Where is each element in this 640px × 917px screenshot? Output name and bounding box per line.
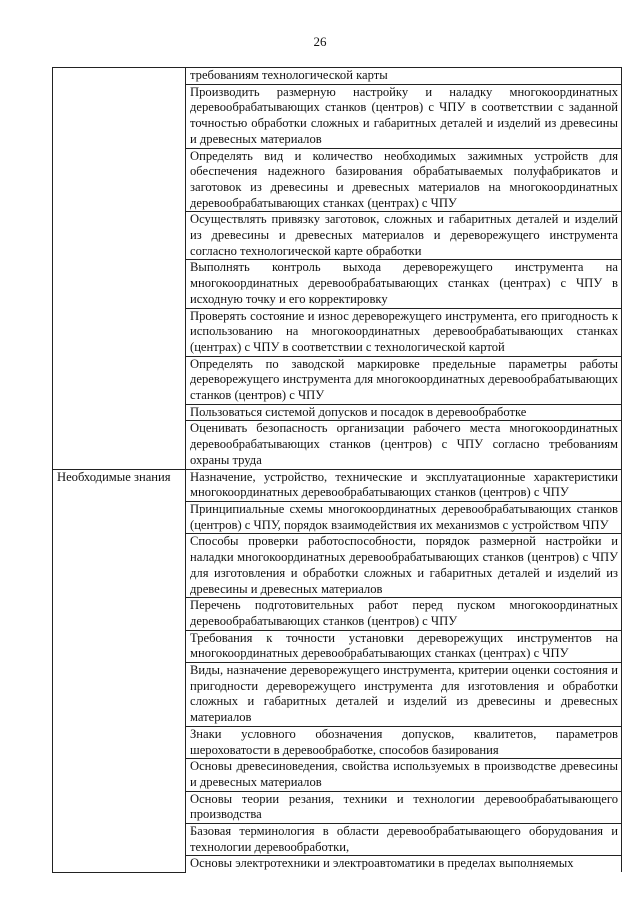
table-cell: Проверять состояние и износ дереворежущего инструмента, его пригодность к использованию на многокоординатных деревообрабатывающих станках (центрах) с ЧПУ в соответствии с технологической картой <box>186 308 622 356</box>
table-cell: Осуществлять привязку заготовок, сложных и габаритных деталей и изделий из древесины и древесных материалов и дереворежущего инструмента согласно технологической карте обработки <box>186 212 622 260</box>
table-cell: Способы проверки работоспособности, порядок размерной настройки и наладки многокоординатных деревообрабатывающих станков (центров) с ЧПУ для изготовления и обработки сложных и габаритных деталей и изделий из древесины и древесных материалов <box>186 534 622 598</box>
table-cell: Определять по заводской маркировке предельные параметры работы дереворежущего инструмента для многокоординатных деревообрабатывающих станков (центров) с ЧПУ <box>186 356 622 404</box>
table-cell: Определять вид и количество необходимых зажимных устройств для обеспечения надежного базирования обрабатываемых полуфабрикатов и заготовок из древесины и древесных материалов на многокоординатных деревообрабатывающих станках (центрах) с ЧПУ <box>186 148 622 212</box>
group-label-skills <box>53 68 186 470</box>
table-cell: Пользоваться системой допусков и посадок в деревообработке <box>186 404 622 421</box>
competency-table <box>52 67 622 873</box>
table-cell: Производить размерную настройку и наладку многокоординатных деревообрабатывающих станков (центров) с ЧПУ в соответствии с заданной точностью обработки сложных и габаритных деталей и изделий из древесины и древесных материалов <box>186 84 622 148</box>
group-label-knowledge: Необходимые знания <box>53 469 186 872</box>
table-cell: требованиям технологической карты <box>186 68 622 85</box>
table-cell: Базовая терминология в области деревообрабатывающего оборудования и технологии деревообработки, <box>186 824 622 856</box>
table-cell: Оценивать безопасность организации рабочего места многокоординатных деревообрабатывающих станков (центров) с ЧПУ согласно требованиям охраны труда <box>186 421 622 469</box>
table-row <box>53 469 622 501</box>
table-cell: Основы древесиноведения, свойства используемых в производстве древесины и древесных материалов <box>186 759 622 791</box>
table-cell: Перечень подготовительных работ перед пуском многокоординатных деревообрабатывающих станков (центров) с ЧПУ <box>186 598 622 630</box>
page-number: 26 <box>313 34 327 49</box>
table-cell: Требования к точности установки дереворежущих инструментов на многокоординатных деревообрабатывающих станках (центрах) с ЧПУ <box>186 630 622 662</box>
table-cell: Принципиальные схемы многокоординатных деревообрабатывающих станков (центров) с ЧПУ, порядок взаимодействия их механизмов с устройством ЧПУ <box>186 501 622 533</box>
table-cell: Основы теории резания, техники и технологии деревообрабатывающего производства <box>186 791 622 823</box>
table-cell: Знаки условного обозначения допусков, квалитетов, параметров шероховатости в деревообработке, способов базирования <box>186 726 622 758</box>
table-cell: Выполнять контроль выхода дереворежущего инструмента на многокоординатных деревообрабатывающих станках (центрах) с ЧПУ в исходную точку и его корректировку <box>186 260 622 308</box>
table-cell: Виды, назначение дереворежущего инструмента, критерии оценки состояния и пригодности дереворежущего инструмента для изготовления и обработки сложных и габаритных деталей и изделий из древесины и древесных материалов <box>186 663 622 727</box>
table-cell: Назначение, устройство, технические и эксплуатационные характеристики многокоординатных деревообрабатывающих станков (центров) с ЧПУ <box>186 469 622 501</box>
table-row <box>53 68 622 85</box>
table-cell: Основы электротехники и электроавтоматики в пределах выполняемых <box>186 856 622 872</box>
